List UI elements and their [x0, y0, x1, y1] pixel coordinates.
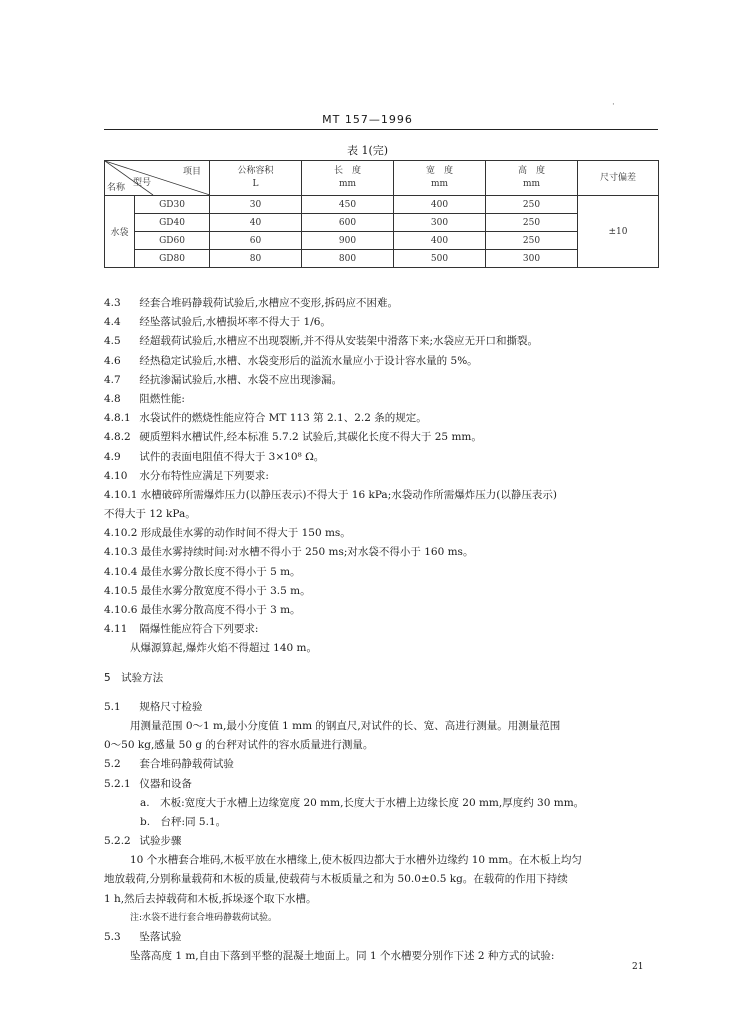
column-header-unit: mm	[522, 179, 541, 189]
clause-list	[104, 928, 664, 966]
table-row	[105, 214, 659, 232]
clause-text: 坠落试验	[139, 931, 182, 943]
clause-text: 10 个水槽套合堆码,木板平放在水槽缘上,使木板四边都大于水槽外边缘约 10 mm。在木板上均匀	[130, 854, 582, 867]
scan-mark: ·	[612, 100, 615, 110]
clause-line	[104, 352, 664, 371]
clause-text: 硬质塑料水槽试件,经本标准 5.7.2 试验后,其碳化长度不得大于 25 mm。	[139, 431, 482, 444]
clause-line	[104, 582, 664, 601]
column-header	[302, 161, 394, 196]
clause-text: 0～50 kg,感量 50 g 的台秤对试件的容水质量进行测量。	[104, 739, 374, 752]
table-cell-height: 250	[486, 232, 578, 250]
table-cell-width: 500	[394, 250, 486, 268]
table-cell-width: 400	[394, 196, 486, 214]
column-header-label: 尺寸偏差	[599, 172, 636, 183]
clause-number: 4.10	[104, 469, 128, 482]
table-cell-volume: 60	[210, 232, 302, 250]
clause-text: 不得大于 12 kPa。	[104, 508, 196, 521]
table-cell-model: GD30	[135, 196, 210, 214]
clause-line	[104, 313, 664, 332]
clause-number: 4.11	[104, 623, 128, 636]
clause-text: 最佳水雾分散宽度不得小于 3.5 m。	[140, 584, 311, 597]
clause-text: 1 h,然后去掉载荷和木板,拆垛逐个取下水槽。	[104, 892, 317, 905]
clause-text: 最佳水雾分散高度不得小于 3 m。	[140, 604, 301, 616]
table-cell-height: 300	[486, 250, 578, 268]
clause-text: 试件的表面电阻值不得大于 3×10⁸ Ω。	[139, 450, 325, 463]
clause-line	[104, 947, 664, 966]
table-row	[105, 250, 659, 268]
clause-text: 地放载荷,分别称量载荷和木板的质量,使载荷与木板质量之和为 50.0±0.5 kg。在载荷的作用下持续	[104, 873, 568, 886]
clause-text: 阻燃性能:	[139, 392, 185, 405]
clause-line	[104, 409, 664, 428]
clause-number: 5.1	[104, 700, 121, 713]
clause-text: 仪器和设备	[139, 777, 192, 790]
clause-number: 5.2.2	[104, 835, 131, 848]
clause-number: 4.8	[104, 392, 121, 405]
clause-text: 坠落高度 1 m,自由下落到平整的混凝土地面上。同 1 个水槽要分别作下述 2 种方式的试验:	[130, 950, 555, 963]
clause-line	[104, 371, 664, 390]
corner-label-model: 型号	[133, 178, 152, 188]
clause-text: 从爆源算起,爆炸火焰不得超过 140 m。	[130, 642, 318, 655]
clause-number: 4.10.6	[104, 604, 138, 616]
clause-line	[104, 755, 664, 774]
clause-text: 经抗渗漏试验后,水槽、水袋不应出现渗漏。	[139, 373, 343, 386]
clause-number: 4.10.2	[104, 527, 138, 540]
column-header	[210, 161, 302, 196]
clause-line	[104, 428, 664, 447]
column-header-label: 公称容积	[237, 166, 274, 176]
table-corner-cell	[105, 161, 210, 196]
document-body	[104, 294, 664, 966]
clause-number: 4.9	[104, 450, 121, 463]
clause-list	[104, 698, 664, 909]
table-cell-model: GD40	[135, 214, 210, 232]
clause-text: 试验步骤	[139, 835, 182, 848]
table-cell-height: 250	[486, 214, 578, 232]
page-number: 21	[632, 962, 644, 972]
clause-line	[104, 390, 664, 409]
corner-label-name: 名称	[107, 183, 126, 193]
column-header-label: 宽 度	[425, 166, 453, 176]
clause-text: 规格尺寸检验	[139, 700, 203, 713]
clause-number: 4.8.2	[104, 431, 131, 444]
column-header-unit: L	[252, 179, 259, 189]
column-header	[394, 161, 486, 196]
spec-table	[104, 160, 659, 268]
clause-line	[104, 486, 664, 505]
clause-line	[104, 294, 664, 313]
column-header	[578, 161, 659, 196]
clause-line	[104, 332, 664, 351]
clause-text: 最佳水雾分散长度不得小于 5 m。	[140, 565, 301, 578]
clause-text: 经超载荷试验后,水槽应不出现裂断,并不得从安装架中滑落下来;水袋应无开口和撕裂。	[139, 335, 539, 348]
clause-text: 水袋试件的燃烧性能应符合 MT 113 第 2.1、2.2 条的规定。	[139, 412, 427, 425]
clause-line	[104, 775, 664, 794]
table-cell-length: 450	[302, 196, 394, 214]
clause-text: 最佳水雾持续时间:对水槽不得小于 250 ms;对水袋不得小于 160 ms。	[140, 546, 474, 559]
clause-list	[104, 294, 664, 659]
column-header-label: 高 度	[517, 166, 545, 176]
clause-line	[104, 467, 664, 486]
standard-number-header: MT 157—1996	[322, 113, 413, 126]
clause-line	[104, 524, 664, 543]
clause-text: 水分布特性应满足下列要求:	[139, 469, 269, 482]
clause-number: 4.3	[104, 297, 121, 309]
clause-text: b. 台秤:同 5.1。	[140, 815, 227, 828]
clause-text: 水槽破碎所需爆炸压力(以静压表示)不得大于 16 kPa;水袋动作所需爆炸压力(以静压表示)	[140, 488, 557, 501]
table-cell-volume: 80	[210, 250, 302, 268]
table-cell-volume: 30	[210, 196, 302, 214]
table-cell-volume: 40	[210, 214, 302, 232]
clause-line	[104, 928, 664, 947]
clause-number: 4.7	[104, 373, 121, 386]
clause-line	[104, 832, 664, 851]
clause-line	[104, 639, 664, 658]
clause-line	[104, 813, 664, 832]
column-header-unit: mm	[430, 179, 449, 189]
table-cell-model: GD60	[135, 232, 210, 250]
clause-line	[104, 601, 664, 620]
clause-text: 形成最佳水雾的动作时间不得大于 150 ms。	[140, 527, 351, 540]
clause-number: 5.3	[104, 931, 121, 943]
table-cell-width: 300	[394, 214, 486, 232]
column-header-label: 长 度	[333, 166, 361, 176]
corner-label-item: 项目	[182, 167, 201, 177]
clause-text: 经坠落试验后,水槽损坏率不得大于 1/6。	[139, 316, 331, 329]
clause-line	[104, 870, 664, 889]
clause-line	[104, 794, 664, 813]
clause-line	[104, 620, 664, 639]
clause-number: 4.4	[104, 316, 121, 329]
clause-number: 4.5	[104, 335, 121, 348]
clause-text: 用测量范围 0～1 m,最小分度值 1 mm 的钢直尺,对试件的长、宽、高进行测量。用测量范围	[130, 719, 561, 732]
clause-line	[104, 505, 664, 524]
clause-line	[104, 736, 664, 755]
table-cell-length: 900	[302, 232, 394, 250]
note-text: 注:水袋不进行套合堆码静载荷试验。	[130, 912, 278, 923]
column-header	[486, 161, 578, 196]
column-header-unit: mm	[338, 179, 357, 189]
table-cell-length: 600	[302, 214, 394, 232]
clause-text: 隔爆性能应符合下列要求:	[139, 623, 259, 636]
clause-text: 套合堆码静载荷试验	[139, 758, 234, 771]
table-cell-model: GD80	[135, 250, 210, 268]
header-rule	[104, 129, 658, 130]
clause-number: 5.2	[104, 758, 121, 771]
clause-text: a. 木板:宽度大于水槽上边缘宽度 20 mm,长度大于水槽上边缘长度 20 mm,厚度约 30 mm。	[140, 796, 585, 809]
table-cell-deviation: ±10	[578, 196, 659, 268]
clause-number: 4.10.5	[104, 584, 138, 597]
clause-number: 4.6	[104, 354, 121, 367]
table-cell-width: 400	[394, 232, 486, 250]
clause-text: 经套合堆码静载荷试验后,水槽应不变形,拆码应不困难。	[139, 297, 399, 309]
clause-number: 5.2.1	[104, 777, 131, 790]
clause-number: 4.10.3	[104, 546, 138, 559]
clause-line	[104, 851, 664, 870]
section-heading: 5 试验方法	[104, 671, 164, 684]
table-row	[105, 232, 659, 250]
table-cell-group-name: 水袋	[105, 196, 135, 268]
table-cell-length: 800	[302, 250, 394, 268]
table-row	[105, 196, 659, 214]
clause-line	[104, 890, 664, 909]
clause-number: 4.10.4	[104, 565, 138, 578]
table-cell-height: 250	[486, 196, 578, 214]
clause-text: 经热稳定试验后,水槽、水袋变形后的溢流水量应小于设计容水量的 5%。	[139, 354, 478, 367]
clause-line	[104, 543, 664, 562]
clause-line	[104, 448, 664, 467]
clause-line	[104, 717, 664, 736]
table-header-row	[105, 161, 659, 196]
clause-number: 4.8.1	[104, 412, 131, 425]
clause-number: 4.10.1	[104, 488, 138, 501]
clause-line	[104, 563, 664, 582]
clause-line	[104, 698, 664, 717]
table-caption: 表 1(完)	[346, 144, 389, 157]
